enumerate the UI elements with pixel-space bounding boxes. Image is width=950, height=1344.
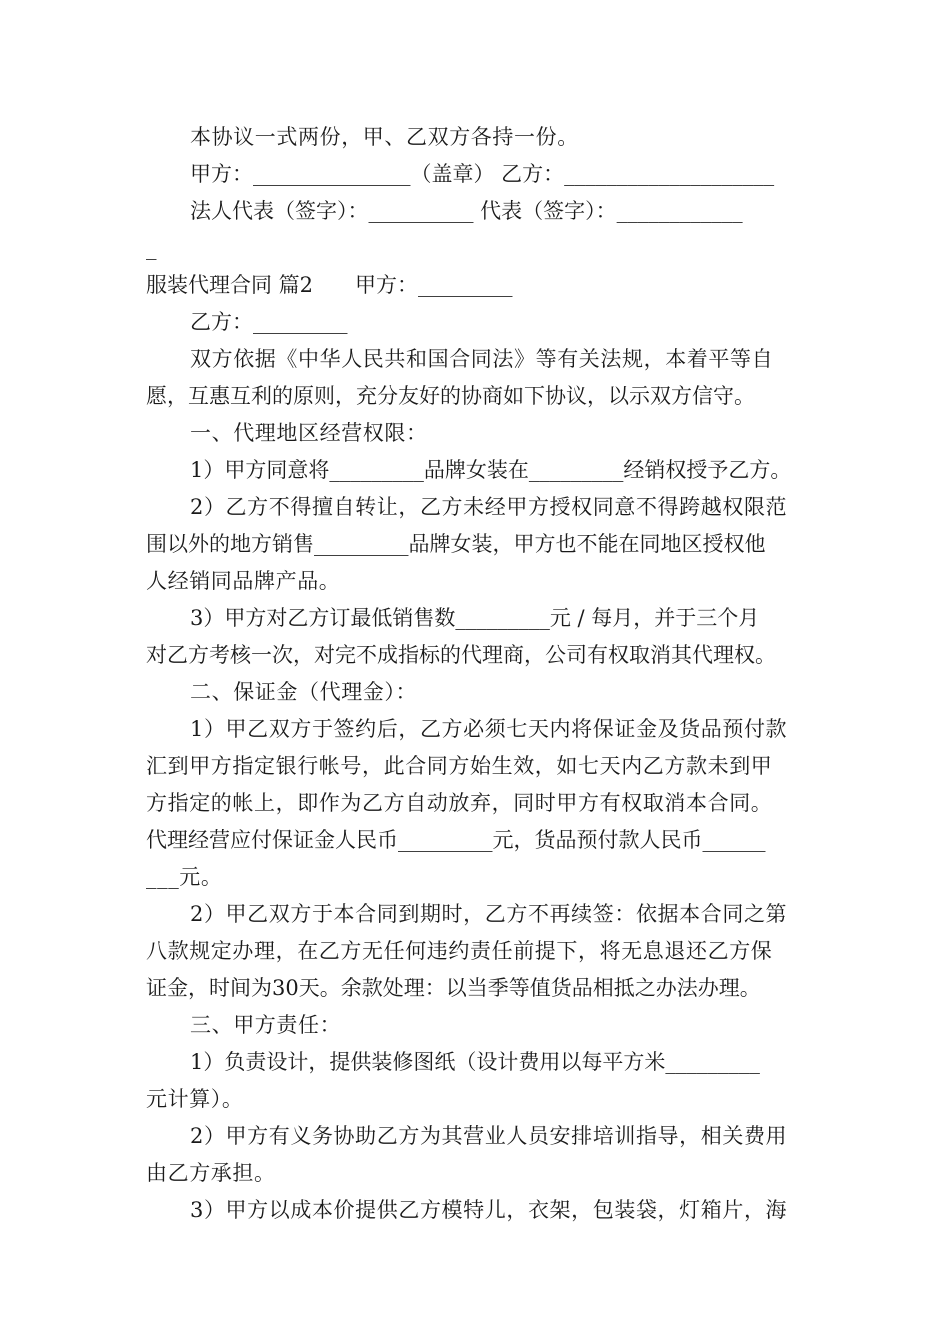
clause-2-1-line-4: 代理经营应付保证金人民币_________元，货品预付款人民币______ — [146, 828, 766, 852]
clause-1-2-line-3: 人经销同品牌产品。 — [146, 569, 341, 593]
clause-2-1-line-1: 1）甲乙双方于签约后，乙方必须七天内将保证金及货品预付款 — [190, 717, 788, 741]
clause-3-2-line-1: 2）甲方有义务协助乙方为其营业人员安排培训指导，相关费用 — [190, 1124, 788, 1148]
closing-copies-line: 本协议一式两份，甲、乙双方各持一份。 — [190, 125, 579, 149]
section-3-heading: 三、甲方责任： — [190, 1013, 342, 1037]
contract-heading: 服装代理合同 篇2 甲方：_________ — [146, 273, 513, 297]
clause-1-1: 1）甲方同意将_________品牌女装在_________经销权授予乙方。 — [190, 458, 792, 482]
clause-1-2-line-1: 2）乙方不得擅自转让，乙方未经甲方授权同意不得跨越权限范 — [190, 495, 788, 519]
clause-2-1-line-2: 汇到甲方指定银行帐号，此合同方始生效，如七天内乙方款未到甲 — [146, 754, 773, 778]
preamble-line-2: 愿，互惠互利的原则，充分友好的协商如下协议，以示双方信守。 — [146, 384, 755, 408]
preamble-line-1: 双方依据《中华人民共和国合同法》等有关法规，本着平等自 — [190, 347, 774, 371]
clause-2-2-line-1: 2）甲乙双方于本合同到期时，乙方不再续签：依据本合同之第 — [190, 902, 788, 926]
party-b-line: 乙方：_________ — [190, 310, 348, 334]
clause-3-1-line-2: 元计算）。 — [146, 1087, 244, 1111]
clause-1-2-line-2: 围以外的地方销售_________品牌女装，甲方也不能在同地区授权他 — [146, 532, 766, 556]
section-2-heading: 二、保证金（代理金）： — [190, 680, 418, 704]
clause-2-2-line-2: 八款规定办理，在乙方无任何违约责任前提下，将无息退还乙方保 — [146, 939, 773, 963]
clause-1-3-line-1: 3）甲方对乙方订最低销售数_________元 / 每月，并于三个月 — [190, 606, 760, 630]
clause-3-1-line-1: 1）负责设计，提供装修图纸（设计费用以每平方米_________ — [190, 1050, 760, 1074]
signature-representative-line: 法人代表（签字）：__________ 代表（签字）：____________ — [190, 199, 743, 223]
clause-2-1-line-5: ___元。 — [146, 865, 223, 889]
clause-1-3-line-2: 对乙方考核一次，对完不成指标的代理商，公司有权取消其代理权。 — [146, 643, 776, 667]
clause-2-2-line-3: 证金，时间为30天。余款处理：以当季等值货品相抵之办法办理。 — [146, 976, 761, 1000]
signature-party-line: 甲方：_______________（盖章） 乙方：____________________ — [190, 162, 775, 186]
clause-2-1-line-3: 方指定的帐上，即作为乙方自动放弃，同时甲方有权取消本合同。 — [146, 791, 773, 815]
clause-3-2-line-2: 由乙方承担。 — [146, 1161, 276, 1185]
clause-3-3-line-1: 3）甲方以成本价提供乙方模特儿，衣架，包装袋，灯箱片，海 — [190, 1198, 788, 1222]
section-1-heading: 一、代理地区经营权限： — [190, 421, 428, 445]
signature-underline-wrap: _ — [146, 236, 158, 260]
